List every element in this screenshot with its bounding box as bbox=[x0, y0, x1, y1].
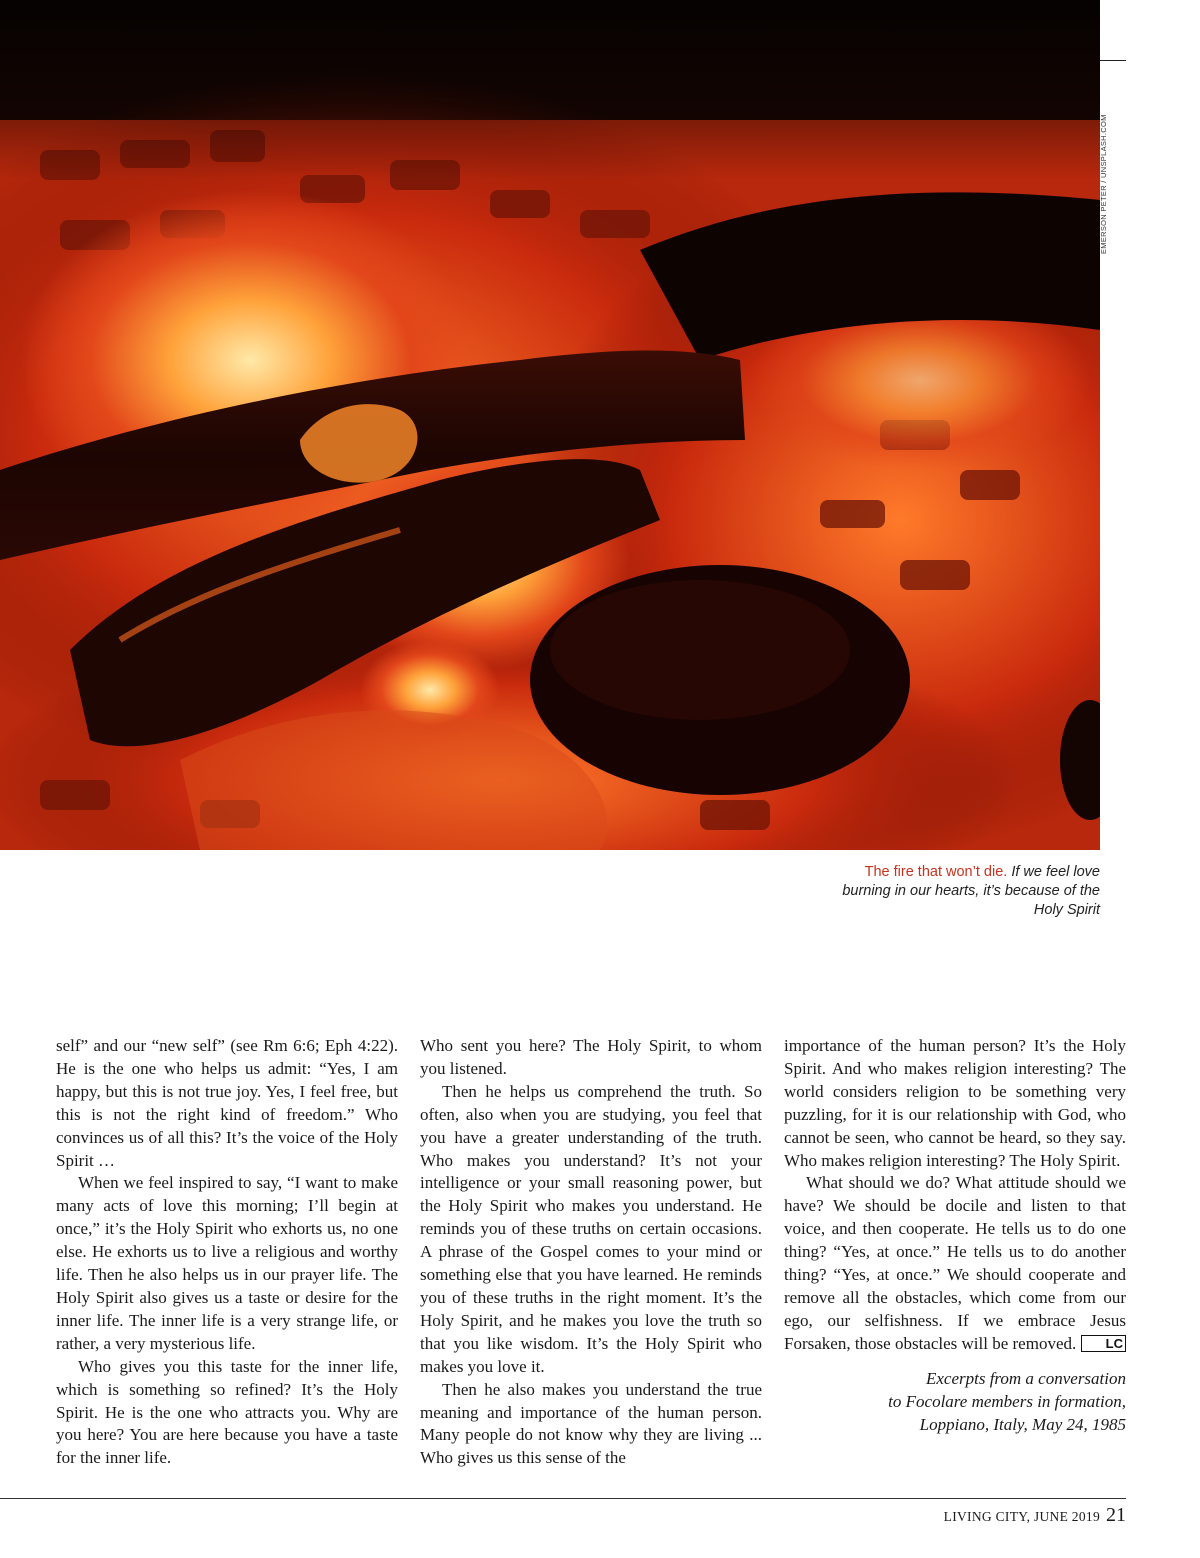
footer-rule bbox=[0, 1498, 1126, 1499]
caption-lead: The fire that won’t die. bbox=[864, 864, 1008, 880]
end-mark-logo: LC bbox=[1081, 1335, 1126, 1352]
paragraph: self” and our “new self” (see Rm 6:6; Eph 4:22). He is the one who helps us admit: “Yes, I am happy, but this is not true joy. Yes, I feel free, but this is not the right kind of freedom.” Who convinces us of all this? It’s the voice of the Holy Spirit … bbox=[56, 1036, 398, 1170]
page-footer bbox=[944, 1504, 1126, 1527]
source-note bbox=[784, 1368, 1126, 1437]
paragraph: Then he also makes you understand the true meaning and importance of the human person. Many people do not know why they are living ... Who gives us this sense of the bbox=[420, 1379, 762, 1468]
paragraph: importance of the human person? It’s the Holy Spirit. And who makes religion interesting? The world considers religion to be something very puzzling, for it is our relationship with God, who cannot be seen, who cannot be heard, so they say. Who makes religion interesting? The Holy Spirit. bbox=[784, 1036, 1126, 1170]
article-column-1 bbox=[56, 1035, 398, 1470]
paragraph: When we feel inspired to say, “I want to make many acts of love this morning; I’ll begin at once,” it’s the Holy Spirit who exhorts us, no one else. He exhorts us to live a religious and worthy life. Then he also helps us in our prayer life. The Holy Spirit also gives us a taste or desire for the inner life. The inner life is a very strange life, or rather, a very mysterious life. bbox=[56, 1173, 398, 1353]
paragraph bbox=[784, 1172, 1126, 1355]
paragraph: Who gives you this taste for the inner life, which is something so refined? It’s the Holy Spirit. He is the one who attracts you. Why are you here? You are here because you have a taste for the inner life. bbox=[56, 1356, 398, 1468]
article-column-2 bbox=[420, 1035, 762, 1470]
page-number: 21 bbox=[1106, 1504, 1126, 1526]
caption-text: If we feel love burning in our hearts, it’s because of the Holy Spirit bbox=[842, 864, 1100, 918]
credit-rule bbox=[1100, 60, 1126, 61]
photo-credit: EMERSON PETER / UNSPLASH.COM bbox=[1099, 114, 1108, 254]
source-line: Loppiano, Italy, May 24, 1985 bbox=[919, 1414, 1126, 1434]
source-line: Excerpts from a conversation bbox=[925, 1368, 1126, 1388]
magazine-issue: LIVING CITY, JUNE 2019 bbox=[943, 1509, 1100, 1524]
photo-caption bbox=[840, 863, 1100, 920]
paragraph: Who sent you here? The Holy Spirit, to whom you listened. bbox=[420, 1036, 762, 1078]
paragraph: Then he helps us comprehend the truth. So often, also when you are studying, you feel that you have a greater understanding of the truth. Who makes you understand? It’s not your intelligence or your small reasoning power, but the Holy Spirit who makes you understand. He reminds you of these truths on certain occasions. A phrase of the Gospel comes to your mind or something else that you have learned. He reminds you of these truths in the right moment. It’s the Holy Spirit, and he makes you love the truth so that you like wisdom. It’s the Holy Spirit who makes you love it. bbox=[420, 1081, 762, 1376]
source-line: to Focolare members in formation, bbox=[888, 1391, 1126, 1411]
article-column-3 bbox=[784, 1035, 1126, 1436]
paragraph-text: What should we do? What attitude should we have? We should be docile and listen to that voice, and then cooperate. He tells us to do one thing? “Yes, at once.” He tells us to do another thing? “Yes, at once.” We should cooperate and remove all the obstacles, which come from our ego, our selfishness. If we embrace Jesus Forsaken, those obstacles will be removed. bbox=[784, 1173, 1126, 1353]
